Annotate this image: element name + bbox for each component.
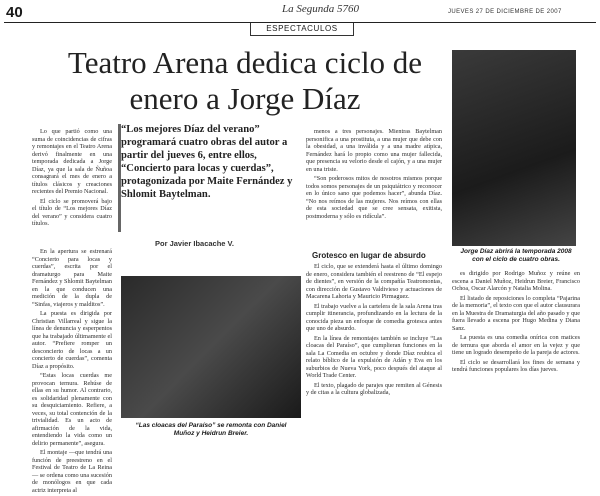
paragraph: El montaje —que tendrá una función de preestreno en el Festival de Teatro de La Reina— se ordena como una sucesión de monólogos en que cada actriz interpreta al bbox=[32, 449, 112, 494]
photo-right bbox=[452, 50, 576, 246]
headline: Teatro Arena dedica ciclo de enero a Jorge Díaz bbox=[67, 45, 423, 116]
paragraph: El listado de reposiciones lo completa “Pajarina de la memoria”, el texto con que el autor clausurara en la Muestra de Dramaturgia del año pasado y que fuera llevado a escena por Hugo Medina y Diana Sanz. bbox=[452, 294, 580, 332]
paragraph: En la línea de remontajes también se incluye “Las cloacas del Paraíso”, que cumplieran funciones en la sala La Comedia en octubre y donde Díaz reubica el relato bíblico de la expulsión de Adán y Eva en los suburbios de Nueva York, poco después del ataque al World Trade Center. bbox=[306, 334, 442, 379]
paragraph: El texto, plagado de parajes que remiten al Génesis y de citas a la cultura globalizada, bbox=[306, 381, 442, 396]
issue-date: JUEVES 27 DE DICIEMBRE DE 2007 bbox=[448, 9, 562, 15]
paragraph: El ciclo se promoverá bajo el título de “Los mejores Díaz del verano” y considera cuatro títulos. bbox=[32, 197, 112, 227]
column-3 bbox=[306, 128, 442, 222]
paragraph: La puesta es dirigida por Christian Villarreal y sigue la línea de denuncia y esperpentos que ha trabajado últimamente el autor. “Prefiere romper un desconcierto de locas a un concierto de cuerdas”, comenta Díaz a propósito. bbox=[32, 310, 112, 370]
column-1-continued bbox=[32, 248, 112, 496]
column-3-continued bbox=[306, 263, 442, 399]
lead-paragraph: “Los mejores Díaz del verano” programará cuatro obras del autor a partir del jueves 6, entre ellos, “Concierto para locas y cuerdas”, protagonizada por Maite Fernández y Shlomit Baytelman. bbox=[121, 124, 293, 200]
paragraph: “Estas locas cuerdas me provocan ternura. Rehúse de ellas en su humor. Al contrario, es solidaridad plenamente con su desquiciamiento. Refiere, a veces, su total contención de la trivialidad. Es un acto de afirmación de la vida, entendiendo la vida como un delirio permanente”, asegura. bbox=[32, 372, 112, 447]
section-label: ESPECTACULOS bbox=[250, 23, 354, 36]
paragraph: El ciclo, que se extenderá hasta el último domingo de enero, considera también el reestreno de “El espejo de dientes”, en versión de la compañía Teatromontas, con dirección de Gustavo Valdivieso y actuaciones de Macarena Lahoria y Mauricio Pirmaguez. bbox=[306, 263, 442, 300]
photo-right-caption: Jorge Díaz abrirá la temporada 2008 con el ciclo de cuatro obras. bbox=[460, 248, 572, 263]
paragraph: Lo que partió como una suma de coincidencias de cifras y remontajes en el Teatro Arena derivó finalmente en una temporada dedicada a Jorge Díaz, ya que la sala de Ñuñoa consagrará el mes de enero a títulos clásicos y creaciones recientes del Premio Nacional. bbox=[32, 128, 112, 195]
column-1 bbox=[32, 128, 112, 230]
paragraph: La puesta es una comedia onírica con matices de ternura que aborda el amor en la vejez y que tiene un logrado desempeño de la pareja de actores. bbox=[452, 334, 580, 356]
paragraph: menos a tres personajes. Mientras Baytelman personifica a una prostituta, a una mujer que debe con la obesidad, a una inválida y a una madre atípica, Fernández hará lo propio como una mujer fallecida, que presencia su velorio desde el cajón, y a una mujer en una triste. bbox=[306, 128, 442, 173]
paragraph: El trabajo vuelve a la cartelera de la sala Arena tras cumplir itinerancia, profundizando en la lectura de la conocida pieza un enfoque de comedia grotesca antes que uno de absurdo. bbox=[306, 302, 442, 332]
subheading: Grotesco en lugar de absurdo bbox=[312, 251, 426, 260]
paragraph: es dirigido por Rodrigo Muñoz y reúne en escena a Daniel Muñoz, Heidrun Breier, Francisco Ochoa, Oscar Alarcón y Natalia Molina. bbox=[452, 270, 580, 292]
handwritten-note: La Segunda 5760 bbox=[282, 3, 359, 15]
paragraph: “Son poderosos mitos de nosotros mismos porque todos somos personajes de un psiquiátrico y reconocer en lo único sano que podemos hacer”, abunda Díaz. “No nos reímos de las mujeres. Nos reímos con ellas de esta sociedad que se cree sensata, exitista, postmoderna y sólo es ridícula”. bbox=[306, 175, 442, 220]
photo-center bbox=[121, 276, 301, 418]
photo-center-caption: “Las cloacas del Paraíso” se remonta con Daniel Muñoz y Heidrun Breier. bbox=[135, 422, 287, 437]
byline: Por Javier Ibacache V. bbox=[155, 239, 234, 248]
column-4 bbox=[452, 270, 580, 376]
paragraph: En la apertura se estrenará “Concierto para locas y cuerdas”, escrita por el dramaturgo para Maite Fernández y Shlomit Baytelman en la que conducen una medición de la dupla de “Sinfas, viajeros y malditos”. bbox=[32, 248, 112, 308]
page-number: 40 bbox=[6, 4, 23, 21]
paragraph: El ciclo se desarrollará los fines de semana y tendrá funciones populares los días jueves. bbox=[452, 358, 580, 373]
